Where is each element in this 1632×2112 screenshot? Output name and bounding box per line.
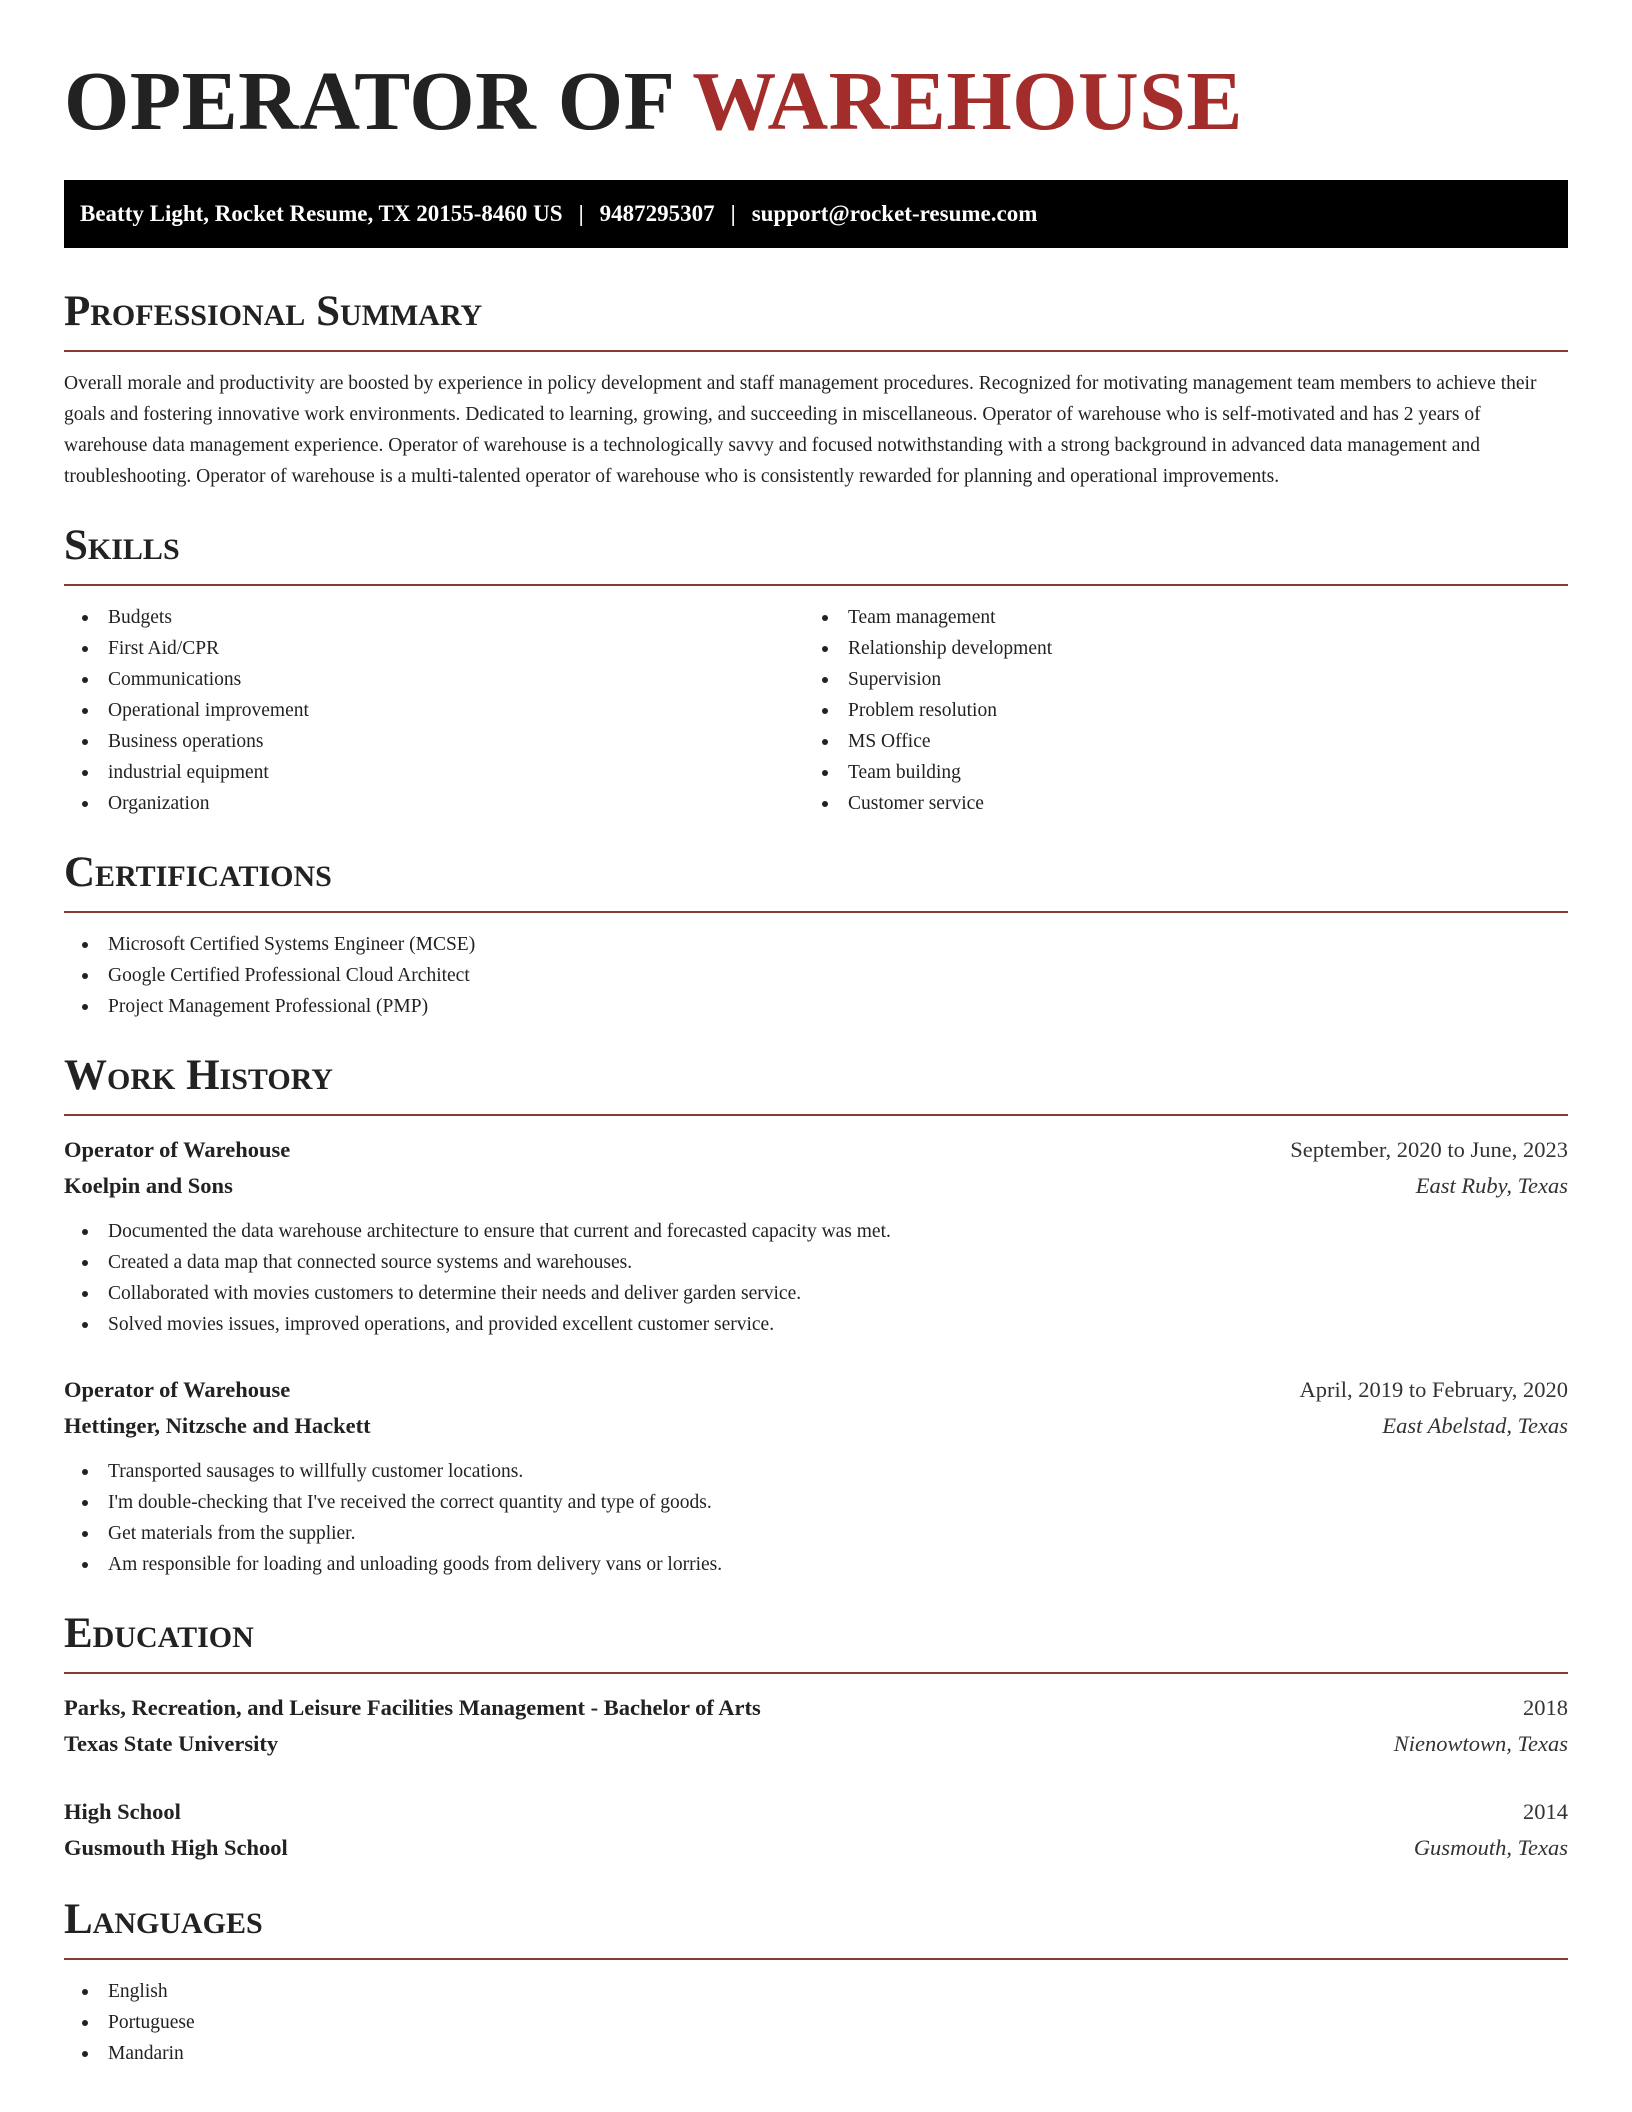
education-degree-row	[64, 1690, 1568, 1726]
skill-item: Operational improvement	[64, 695, 804, 726]
job-company-row	[64, 1408, 1568, 1444]
certification-item: Google Certified Professional Cloud Architect	[64, 960, 1568, 991]
contact-separator: |	[730, 201, 736, 226]
contact-phone: 9487295307	[599, 201, 715, 226]
resume-title	[64, 54, 1568, 150]
summary-heading: Professional Summary	[64, 286, 1568, 352]
languages-heading: Languages	[64, 1894, 1568, 1960]
certification-item: Microsoft Certified Systems Engineer (MCSE)	[64, 929, 1568, 960]
job-bullets	[64, 1216, 1568, 1340]
languages-section	[64, 1894, 1568, 2069]
skill-item: Organization	[64, 788, 804, 819]
education-heading: Education	[64, 1608, 1568, 1674]
language-item: Portuguese	[64, 2007, 1568, 2038]
education-year: 2018	[1523, 1695, 1568, 1720]
education-entry	[64, 1794, 1568, 1866]
title-part-2-accent: WAREHOUSE	[692, 55, 1243, 148]
skills-heading: Skills	[64, 520, 1568, 586]
certifications-list	[64, 929, 1568, 1022]
languages-list	[64, 1976, 1568, 2069]
skills-column-left	[64, 602, 804, 819]
language-item: Mandarin	[64, 2038, 1568, 2069]
education-school: Gusmouth High School	[64, 1835, 288, 1860]
education-section	[64, 1608, 1568, 1866]
job-title: Operator of Warehouse	[64, 1377, 291, 1402]
job-bullet: Solved movies issues, improved operations, and provided excellent customer service.	[64, 1309, 1568, 1340]
education-location: Nienowtown, Texas	[1393, 1731, 1568, 1756]
skills-grid	[64, 602, 1568, 819]
skill-item: Customer service	[804, 788, 1568, 819]
education-year: 2014	[1523, 1799, 1568, 1824]
skill-item: Team building	[804, 757, 1568, 788]
job-header-row	[64, 1132, 1568, 1168]
job-location: East Abelstad, Texas	[1382, 1413, 1568, 1438]
contact-address: Beatty Light, Rocket Resume, TX 20155-8460 US	[80, 201, 563, 226]
job-header-row	[64, 1372, 1568, 1408]
skills-column-right	[804, 602, 1568, 819]
certification-item: Project Management Professional (PMP)	[64, 991, 1568, 1022]
job-bullet: Am responsible for loading and unloading goods from delivery vans or lorries.	[64, 1549, 1568, 1580]
work-history-heading: Work History	[64, 1050, 1568, 1116]
skill-item: Communications	[64, 664, 804, 695]
work-history-section	[64, 1050, 1568, 1580]
education-degree-row	[64, 1794, 1568, 1830]
skill-item: First Aid/CPR	[64, 633, 804, 664]
job-bullet: Collaborated with movies customers to determine their needs and deliver garden service.	[64, 1278, 1568, 1309]
education-degree: Parks, Recreation, and Leisure Facilities Management - Bachelor of Arts	[64, 1695, 761, 1720]
job-entry	[64, 1132, 1568, 1340]
job-dates: September, 2020 to June, 2023	[1290, 1137, 1568, 1162]
job-bullets	[64, 1456, 1568, 1580]
skills-list-right	[804, 602, 1568, 819]
job-location: East Ruby, Texas	[1415, 1173, 1568, 1198]
skill-item: Supervision	[804, 664, 1568, 695]
summary-text: Overall morale and productivity are boosted by experience in policy development and staff management procedures. Recognized for motivating management team members to achieve their goals and fostering innovative work environments. Dedicated to learning, growing, and succeeding in miscellaneous. Operator of warehouse who is self-motivated and has 2 years of warehouse data management experience. Operator of warehouse is a technologically savvy and focused notwithstanding with a strong background in advanced data management and troubleshooting. Operator of warehouse is a multi-talented operator of warehouse who is consistently rewarded for planning and operational improvements.	[64, 373, 1537, 487]
title-part-1: OPERATOR OF	[64, 55, 673, 148]
job-company: Hettinger, Nitzsche and Hackett	[64, 1413, 371, 1438]
job-bullet: Documented the data warehouse architecture to ensure that current and forecasted capacity was met.	[64, 1216, 1568, 1247]
skill-item: Team management	[804, 602, 1568, 633]
skill-item: Business operations	[64, 726, 804, 757]
education-school: Texas State University	[64, 1731, 279, 1756]
skills-section	[64, 520, 1568, 819]
job-title: Operator of Warehouse	[64, 1137, 291, 1162]
job-bullet: Get materials from the supplier.	[64, 1518, 1568, 1549]
contact-email: support@rocket-resume.com	[751, 201, 1038, 226]
job-bullet: Created a data map that connected source systems and warehouses.	[64, 1247, 1568, 1278]
skill-item: Relationship development	[804, 633, 1568, 664]
skill-item: Budgets	[64, 602, 804, 633]
education-school-row	[64, 1830, 1568, 1866]
contact-separator: |	[578, 201, 584, 226]
language-item: English	[64, 1976, 1568, 2007]
job-bullet: I'm double-checking that I've received the correct quantity and type of goods.	[64, 1487, 1568, 1518]
education-school-row	[64, 1726, 1568, 1762]
skills-list-left	[64, 602, 804, 819]
job-company-row	[64, 1168, 1568, 1204]
education-degree: High School	[64, 1799, 181, 1824]
job-company: Koelpin and Sons	[64, 1173, 233, 1198]
skill-item: Problem resolution	[804, 695, 1568, 726]
job-bullet: Transported sausages to willfully customer locations.	[64, 1456, 1568, 1487]
education-entry	[64, 1690, 1568, 1762]
job-dates: April, 2019 to February, 2020	[1299, 1377, 1568, 1402]
skill-item: industrial equipment	[64, 757, 804, 788]
certifications-section	[64, 847, 1568, 1022]
education-location: Gusmouth, Texas	[1413, 1835, 1568, 1860]
contact-bar	[64, 180, 1568, 248]
certifications-heading: Certifications	[64, 847, 1568, 913]
skill-item: MS Office	[804, 726, 1568, 757]
summary-section	[64, 286, 1568, 492]
job-entry	[64, 1372, 1568, 1580]
